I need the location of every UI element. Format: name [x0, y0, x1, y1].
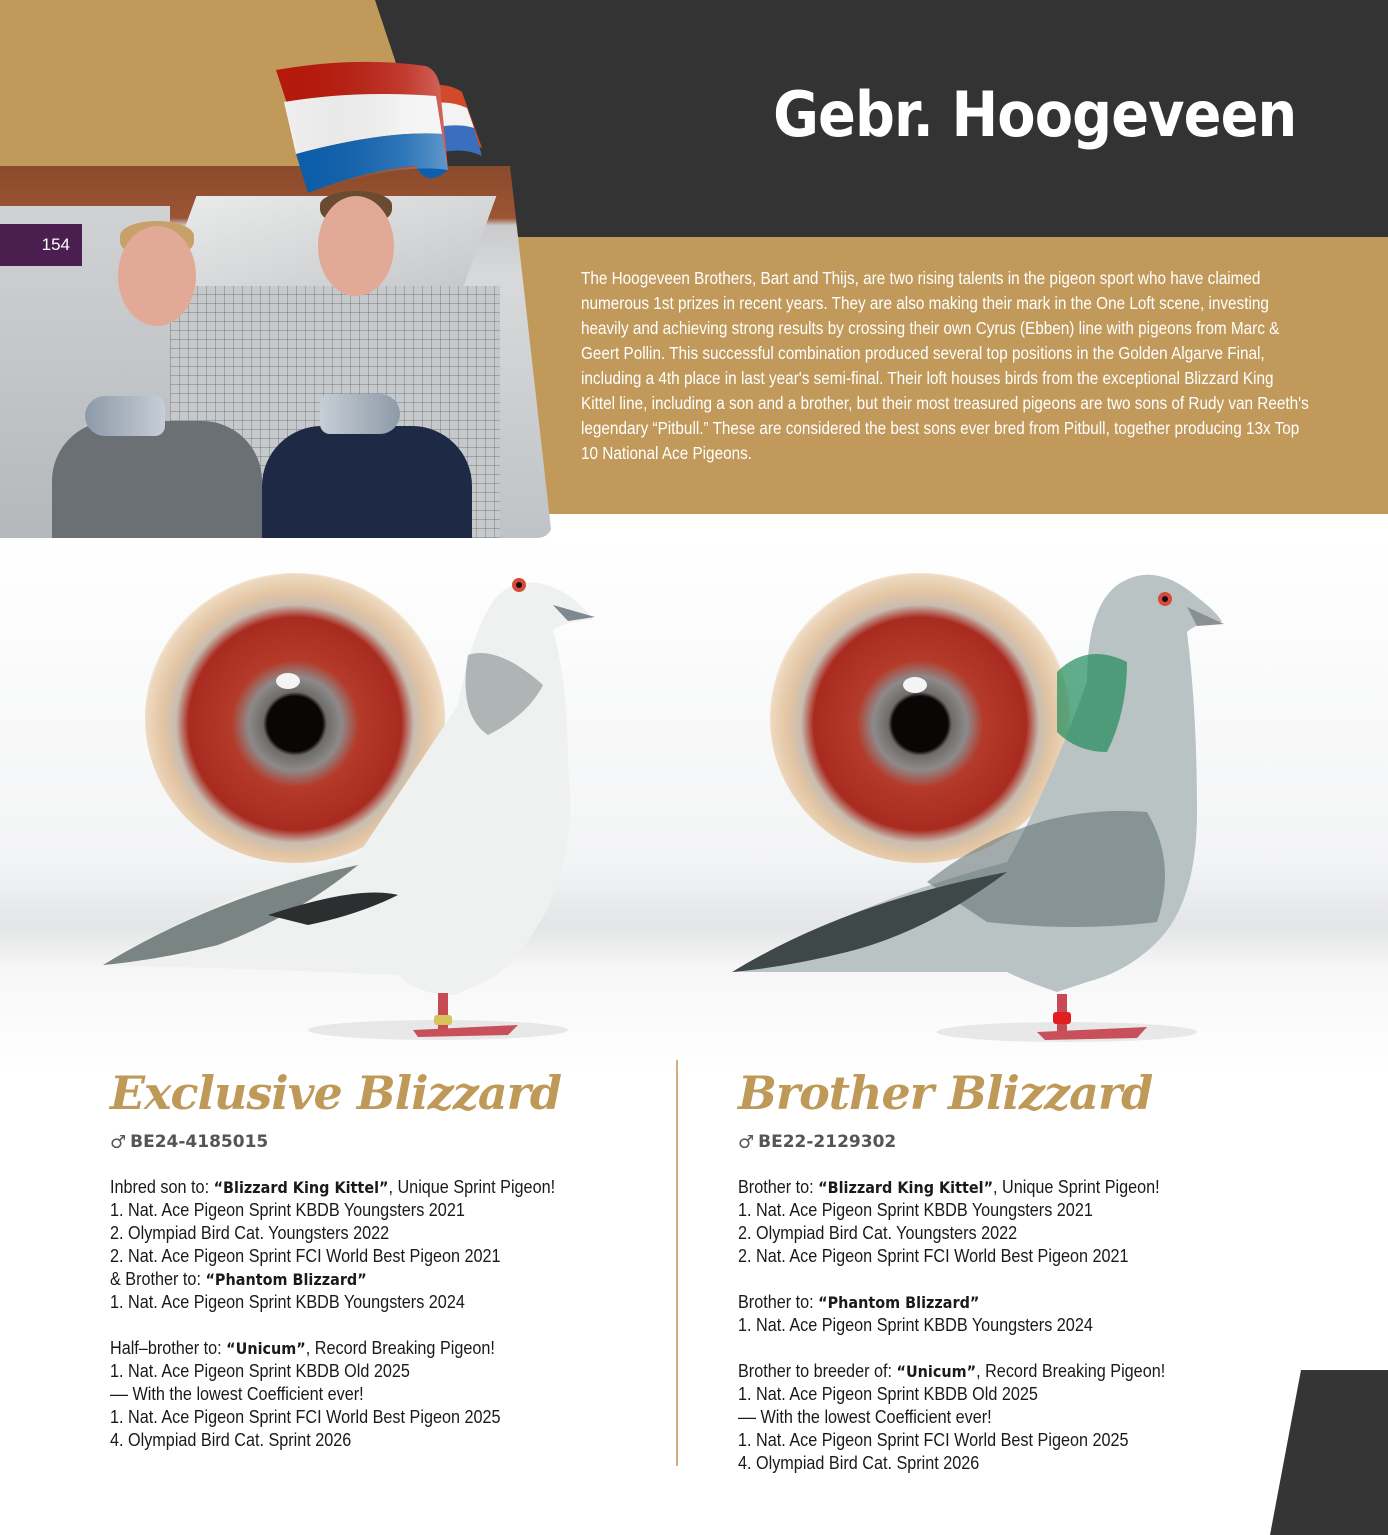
achievement-line: 1. Nat. Ace Pigeon Sprint FCI World Best Pigeon 2025: [738, 1430, 1129, 1450]
achievement-line: 2. Olympiad Bird Cat. Youngsters 2022: [110, 1223, 390, 1243]
column-divider: [676, 1060, 678, 1466]
achievement-spacer: [738, 1337, 1242, 1360]
achievement-line: 2. Nat. Ace Pigeon Sprint FCI World Best Pigeon 2021: [110, 1246, 501, 1266]
achievement-line: 4. Olympiad Bird Cat. Sprint 2026: [110, 1430, 352, 1450]
bird-name: Brother Blizzard: [738, 1066, 1153, 1120]
page-number-tab: [0, 224, 82, 266]
achievement-line: 1. Nat. Ace Pigeon Sprint KBDB Old 2025: [738, 1384, 1038, 1404]
achievement-line: –– With the lowest Coefficient ever!: [738, 1407, 992, 1427]
photo-person-right: [262, 426, 472, 538]
achievement-spacer: [110, 1314, 614, 1337]
achievement-line: 1. Nat. Ace Pigeon Sprint KBDB Youngsters 2021: [110, 1200, 465, 1220]
photo-held-pigeon-left: [85, 396, 165, 436]
achievement-line: 1. Nat. Ace Pigeon Sprint KBDB Old 2025: [110, 1361, 410, 1381]
male-symbol-icon: ♂: [110, 1131, 127, 1153]
photo-held-pigeon-right: [320, 394, 400, 434]
achievement-line: 2. Nat. Ace Pigeon Sprint FCI World Best Pigeon 2021: [738, 1246, 1129, 1266]
photo-person-left: [52, 421, 262, 538]
bird-card-brother-blizzard: [738, 1066, 1298, 1475]
achievement-line: Brother to: “Blizzard King Kittel”, Unique Sprint Pigeon!: [738, 1177, 1160, 1197]
intro-paragraph: The Hoogeveen Brothers, Bart and Thijs, are two rising talents in the pigeon sport who have claimed numerous 1st prizes in recent years. They are also making their mark in the One Loft scene, investing heavily and achieving strong results by crossing their own Cyrus (Ebben) line with pigeons from Marc & Geert Pollin. This successful combination produced several top positions in the Golden Algarve Final, including a 4th place in last year's semi-final. Their loft houses birds from the exceptional Blizzard King Kittel line, including a son and a brother, but their most treasured pigeons are two sons of Rudy van Reeth's legendary “Pitbull.” These are considered the best sons ever bred from Pitbull, together producing 13x Top 10 National Ace Pigeons.: [581, 268, 1309, 463]
achievements-list: [738, 1176, 1242, 1475]
achievement-line: 1. Nat. Ace Pigeon Sprint FCI World Best Pigeon 2025: [110, 1407, 501, 1427]
ring-number: BE24-4185015: [130, 1132, 269, 1152]
achievement-spacer: [738, 1268, 1242, 1291]
achievement-line: 1. Nat. Ace Pigeon Sprint KBDB Youngsters 2024: [738, 1315, 1093, 1335]
achievement-line: Half–brother to: “Unicum”, Record Breaking Pigeon!: [110, 1338, 495, 1358]
ring-number: BE22-2129302: [758, 1132, 897, 1152]
photo-head-left: [118, 226, 196, 326]
achievement-line: 1. Nat. Ace Pigeon Sprint KBDB Youngsters 2021: [738, 1200, 1093, 1220]
ring-number-row: [738, 1130, 1298, 1154]
achievement-line: Inbred son to: “Blizzard King Kittel”, Unique Sprint Pigeon!: [110, 1177, 556, 1197]
page-title: Gebr. Hoogeveen: [772, 78, 1296, 151]
achievement-line: & Brother to: “Phantom Blizzard”: [110, 1269, 367, 1289]
achievement-line: Brother to breeder of: “Unicum”, Record Breaking Pigeon!: [738, 1361, 1166, 1381]
bird-card-exclusive-blizzard: [110, 1066, 670, 1452]
achievement-line: 2. Olympiad Bird Cat. Youngsters 2022: [738, 1223, 1018, 1243]
netherlands-flag-icon: [276, 58, 486, 193]
pigeon-photo-brother-blizzard: [727, 562, 1227, 1054]
achievement-line: 4. Olympiad Bird Cat. Sprint 2026: [738, 1453, 980, 1473]
breeders-photo: [0, 166, 552, 538]
pigeon-photo-exclusive-blizzard: [98, 565, 598, 1055]
achievement-line: 1. Nat. Ace Pigeon Sprint KBDB Youngsters 2024: [110, 1292, 465, 1312]
achievement-line: Brother to: “Phantom Blizzard”: [738, 1292, 980, 1312]
achievement-line: –– With the lowest Coefficient ever!: [110, 1384, 364, 1404]
ring-number-row: [110, 1130, 670, 1154]
bird-name: Exclusive Blizzard: [110, 1066, 562, 1120]
male-symbol-icon: ♂: [738, 1131, 755, 1153]
page-number: 154: [41, 235, 70, 254]
photo-head-right: [318, 196, 394, 296]
achievements-list: [110, 1176, 614, 1452]
